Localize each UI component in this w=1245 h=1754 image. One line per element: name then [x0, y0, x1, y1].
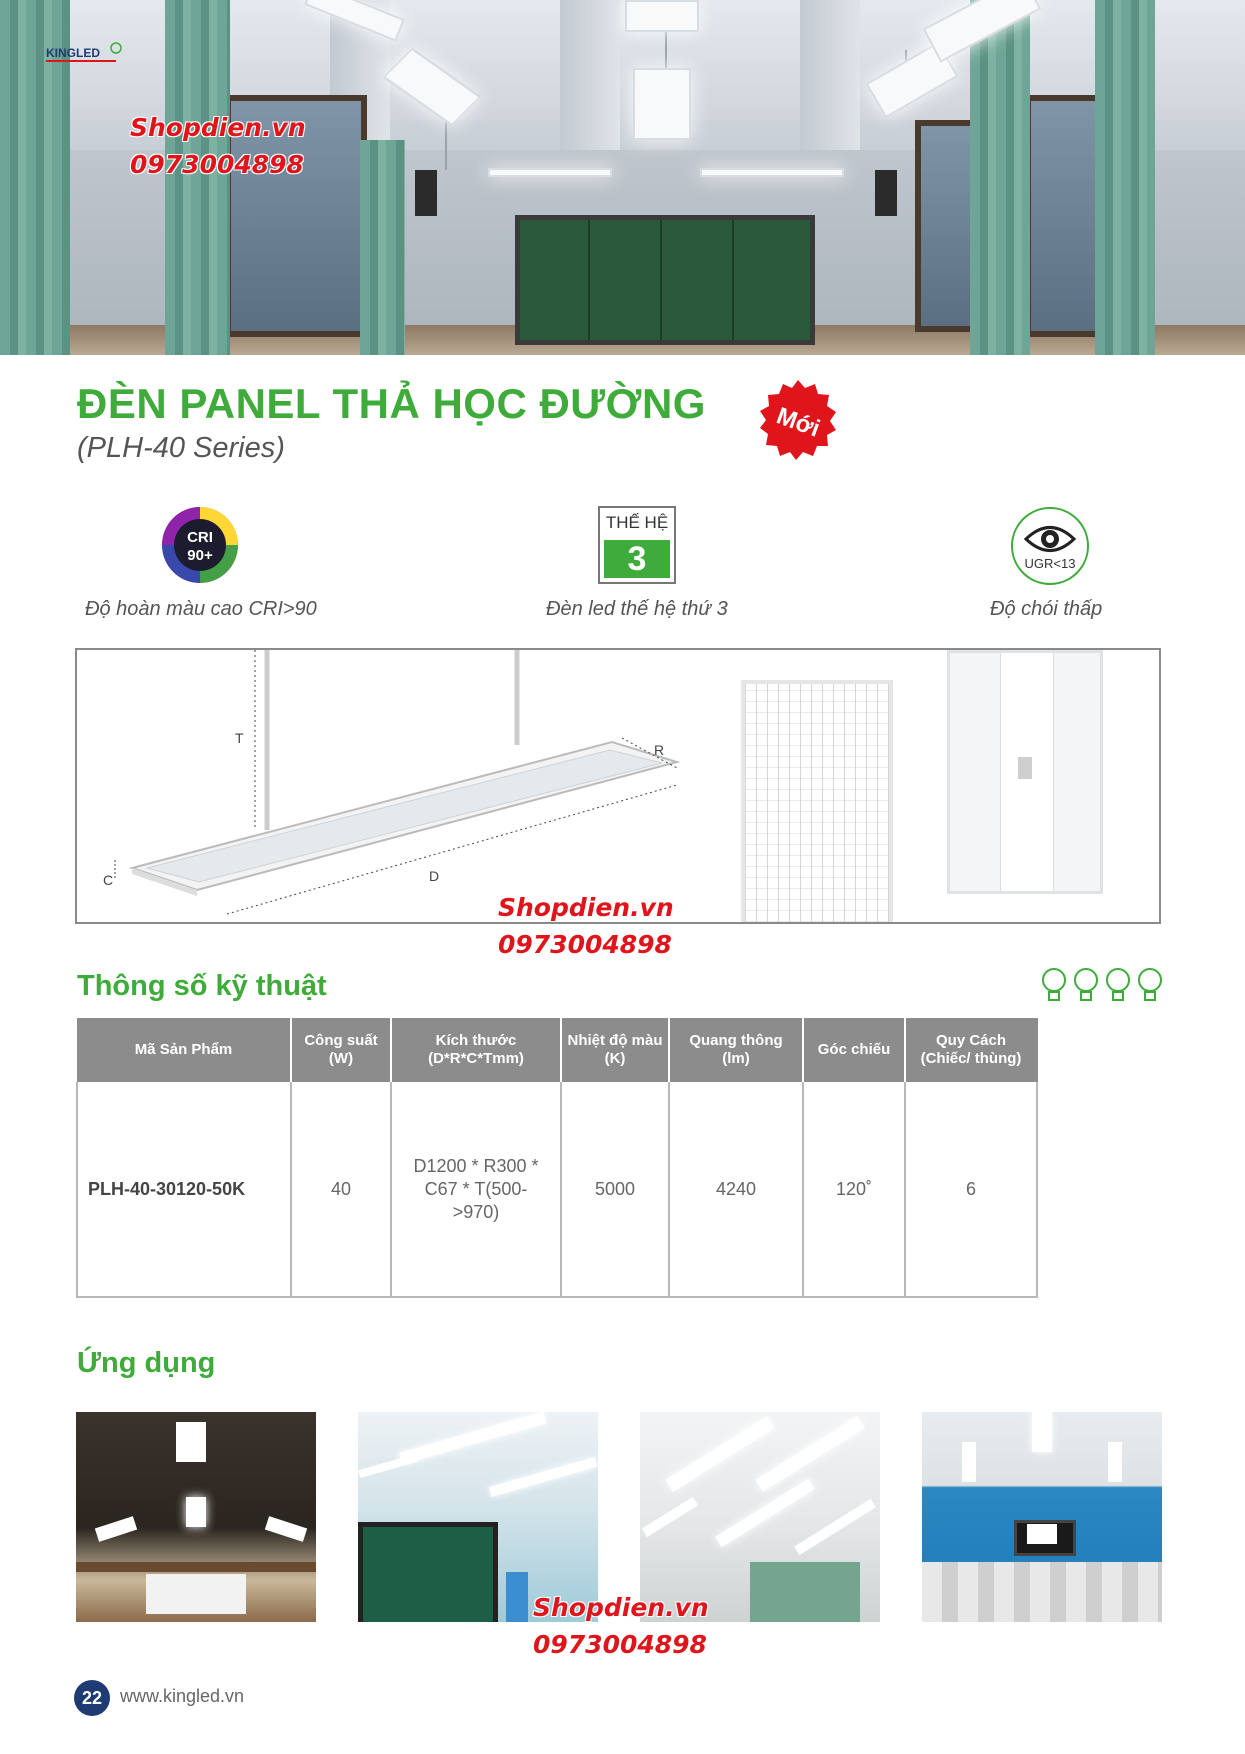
watermark-site-middle: Shopdien.vn [498, 893, 674, 922]
spec-cell-size: D1200 * R300 * C67 * T(500->970) [391, 1082, 561, 1297]
energy-bulbs-icon [1040, 966, 1168, 1006]
generation-icon-label: THẾ HỆ [605, 513, 669, 532]
page-number: 22 [74, 1680, 110, 1716]
feature-caption-generation: Đèn led thế hệ thứ 3 [546, 598, 728, 620]
spec-header-color-temp: Nhiệt độ màu (K) [561, 1018, 669, 1082]
footer-website-link[interactable]: www.kingled.vn [120, 1686, 245, 1706]
application-photo-hall [76, 1412, 316, 1622]
kingled-logo-text: KINGLED [46, 46, 100, 60]
watermark-phone-bottom: 0973004898 [533, 1630, 707, 1659]
spec-cell-power: 40 [291, 1082, 391, 1297]
product-back-view [947, 650, 1103, 894]
svg-text:90+: 90+ [187, 547, 213, 564]
spec-cell-color-temp: 5000 [561, 1082, 669, 1297]
spec-cell-angle: 120˚ [803, 1082, 905, 1297]
spec-header-angle: Góc chiếu [803, 1018, 905, 1082]
spec-table [76, 1018, 1038, 1298]
kingled-logo [44, 40, 124, 66]
spec-header-code: Mã Sản Phẩm [77, 1018, 291, 1082]
spec-cell-packing: 6 [905, 1082, 1037, 1297]
product-image-frame [75, 648, 1161, 924]
dimension-label-r: R [654, 742, 665, 758]
svg-text:CRI: CRI [187, 529, 213, 546]
spec-header-power: Công suất (W) [291, 1018, 391, 1082]
application-photo-ceiling-lights [640, 1412, 880, 1622]
generation-icon [598, 506, 676, 584]
svg-text:UGR<13: UGR<13 [1024, 556, 1076, 571]
watermark-site-bottom: Shopdien.vn [533, 1593, 709, 1622]
spec-cell-lumen: 4240 [669, 1082, 803, 1297]
watermark-site-top: Shopdien.vn [130, 113, 306, 142]
application-photo-classroom-board [358, 1412, 598, 1622]
eye-icon [1010, 506, 1090, 586]
feature-caption-cri: Độ hoàn màu cao CRI>90 [85, 598, 317, 620]
dimension-label-d: D [429, 868, 440, 884]
new-badge [756, 378, 840, 462]
table-row [77, 1082, 1037, 1297]
watermark-phone-top: 0973004898 [130, 150, 304, 179]
new-badge-text: Mới [773, 402, 824, 443]
product-dimension-drawing [77, 650, 697, 922]
dimension-label-t: T [235, 730, 244, 746]
dimension-label-c: C [103, 872, 114, 888]
spec-title: Thông số kỹ thuật [77, 970, 327, 1002]
product-front-grid [741, 680, 893, 924]
applications-title: Ứng dụng [77, 1347, 216, 1379]
spec-header-lumen: Quang thông (lm) [669, 1018, 803, 1082]
product-series: (PLH-40 Series) [77, 432, 285, 464]
cri-icon [161, 506, 239, 584]
spec-table-header-row [77, 1018, 1037, 1082]
application-photo-computer-lab [922, 1412, 1162, 1622]
spec-header-packing: Quy Cách (Chiếc/ thùng) [905, 1018, 1037, 1082]
feature-caption-ugr: Độ chói thấp [990, 598, 1103, 620]
watermark-phone-middle: 0973004898 [498, 930, 672, 959]
product-title: ĐÈN PANEL THẢ HỌC ĐƯỜNG [77, 380, 706, 427]
generation-icon-number: 3 [604, 540, 670, 578]
spec-cell-code: PLH-40-30120-50K [77, 1082, 291, 1297]
spec-header-size: Kích thước (D*R*C*Tmm) [391, 1018, 561, 1082]
